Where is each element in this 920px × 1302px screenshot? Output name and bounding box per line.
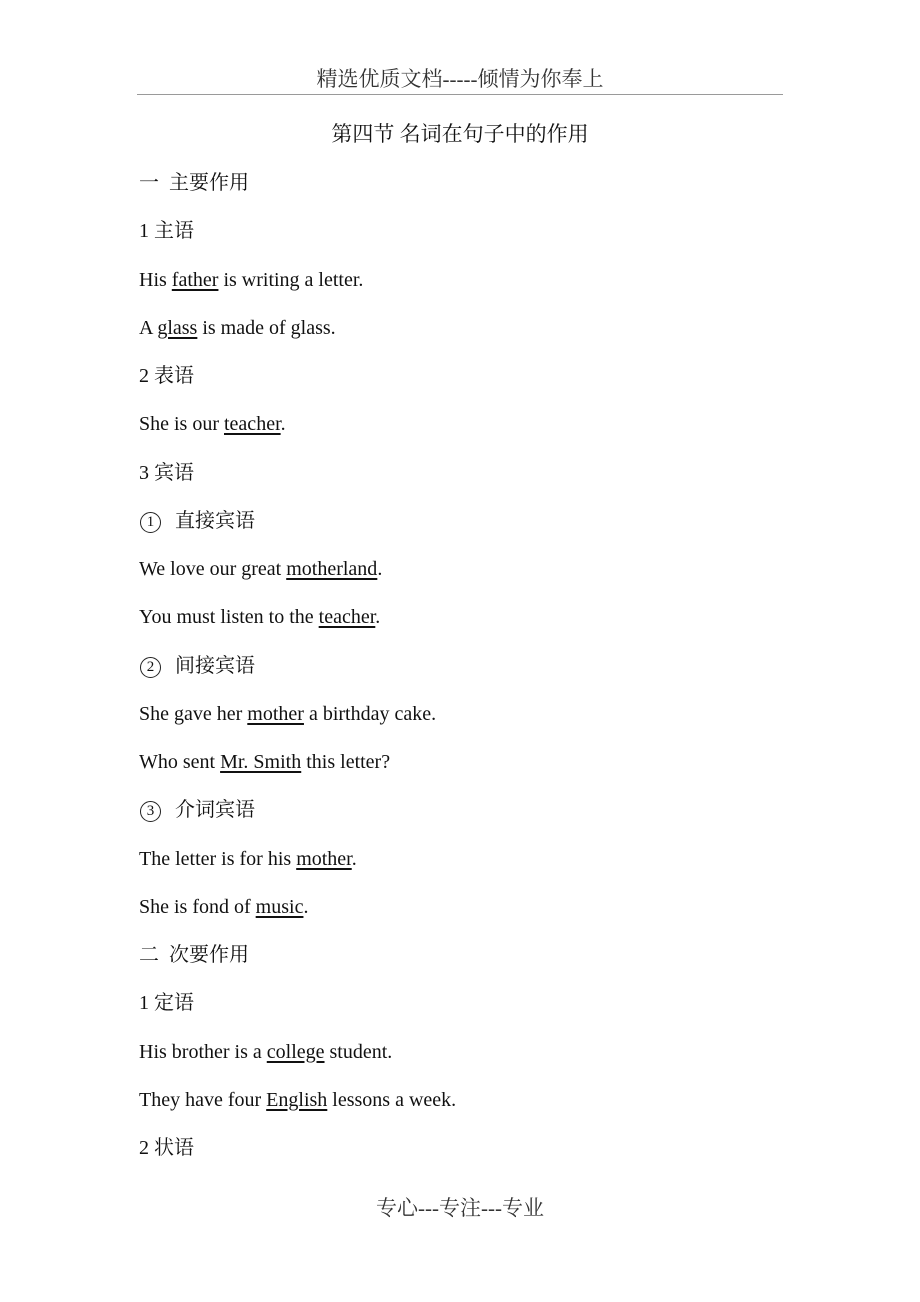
- example-sentence: [139, 892, 789, 940]
- text-run: 1 主语: [139, 220, 194, 243]
- subsection-heading: [139, 216, 789, 264]
- text-run: .: [377, 558, 383, 580]
- circled-number: 3: [140, 801, 161, 822]
- text-run: Who sent: [139, 751, 221, 773]
- example-sentence: [139, 265, 789, 313]
- section-title: 第四节 名词在句子中的作用: [331, 122, 589, 146]
- text-run: A: [139, 316, 158, 339]
- header-divider: [137, 94, 783, 95]
- text-run: 间接宾语: [175, 654, 255, 677]
- text-run: .: [375, 606, 381, 629]
- text-run: .: [280, 413, 286, 436]
- text-run: She gave her: [139, 702, 248, 725]
- circled-number: 2: [140, 657, 161, 678]
- subsection-heading: [139, 361, 789, 409]
- text-run: The letter is for his: [139, 847, 297, 870]
- underlined-noun: mother: [296, 847, 352, 870]
- text-run: She is our: [139, 413, 224, 436]
- text-run: a birthday cake.: [303, 702, 437, 725]
- text-run: 1 定语: [139, 992, 194, 1015]
- text-run: We love our great: [139, 558, 287, 580]
- example-sentence: [139, 1085, 789, 1133]
- subsection-heading: [139, 988, 789, 1036]
- text-run: lessons a week.: [327, 1088, 457, 1111]
- page-header: 精选优质文档-----倾情为你奉上: [316, 67, 604, 91]
- text-run: 2 表语: [139, 365, 194, 387]
- document-body: [139, 168, 789, 1181]
- underlined-noun: teacher: [224, 413, 281, 436]
- underlined-noun: glass: [157, 316, 198, 339]
- section-heading: [139, 168, 789, 216]
- numbered-item: [139, 651, 789, 699]
- example-sentence: [139, 313, 789, 361]
- example-sentence: [139, 747, 789, 795]
- subsection-heading: [139, 458, 789, 506]
- text-run: 一 主要作用: [139, 172, 249, 194]
- underlined-noun: music: [255, 895, 304, 918]
- text-run: She is fond of: [139, 895, 256, 918]
- example-sentence: [139, 844, 789, 892]
- text-run: 3 宾语: [139, 461, 194, 484]
- text-run: 介词宾语: [175, 799, 255, 822]
- section-heading: [139, 940, 789, 988]
- underlined-noun: college: [266, 1040, 325, 1063]
- text-run: His: [139, 268, 172, 291]
- circled-number: 1: [140, 512, 161, 533]
- text-run: this letter?: [301, 751, 391, 773]
- text-run: is writing a letter.: [218, 268, 364, 291]
- numbered-item: [139, 506, 789, 554]
- underlined-noun: English: [266, 1088, 328, 1111]
- example-sentence: [139, 554, 789, 602]
- underlined-noun: mother: [247, 702, 304, 725]
- underlined-noun: motherland: [286, 558, 378, 580]
- text-run: You must listen to the: [139, 606, 319, 629]
- underlined-noun: teacher: [318, 606, 376, 629]
- text-run: is made of glass.: [197, 316, 336, 339]
- example-sentence: [139, 602, 789, 650]
- text-run: 2 状语: [139, 1137, 194, 1159]
- text-run: 二 次要作用: [139, 944, 249, 966]
- example-sentence: [139, 699, 789, 747]
- text-run: They have four: [139, 1088, 267, 1111]
- underlined-noun: father: [171, 268, 219, 291]
- text-run: student.: [324, 1040, 393, 1063]
- text-run: .: [351, 847, 357, 870]
- example-sentence: [139, 1037, 789, 1085]
- text-run: His brother is a: [139, 1040, 267, 1063]
- example-sentence: [139, 409, 789, 457]
- page-footer: 专心---专注---专业: [376, 1196, 544, 1220]
- subsection-heading: [139, 1133, 789, 1181]
- text-run: 直接宾语: [175, 509, 255, 532]
- text-run: .: [303, 895, 309, 918]
- underlined-noun: Mr. Smith: [220, 751, 302, 773]
- numbered-item: [139, 795, 789, 843]
